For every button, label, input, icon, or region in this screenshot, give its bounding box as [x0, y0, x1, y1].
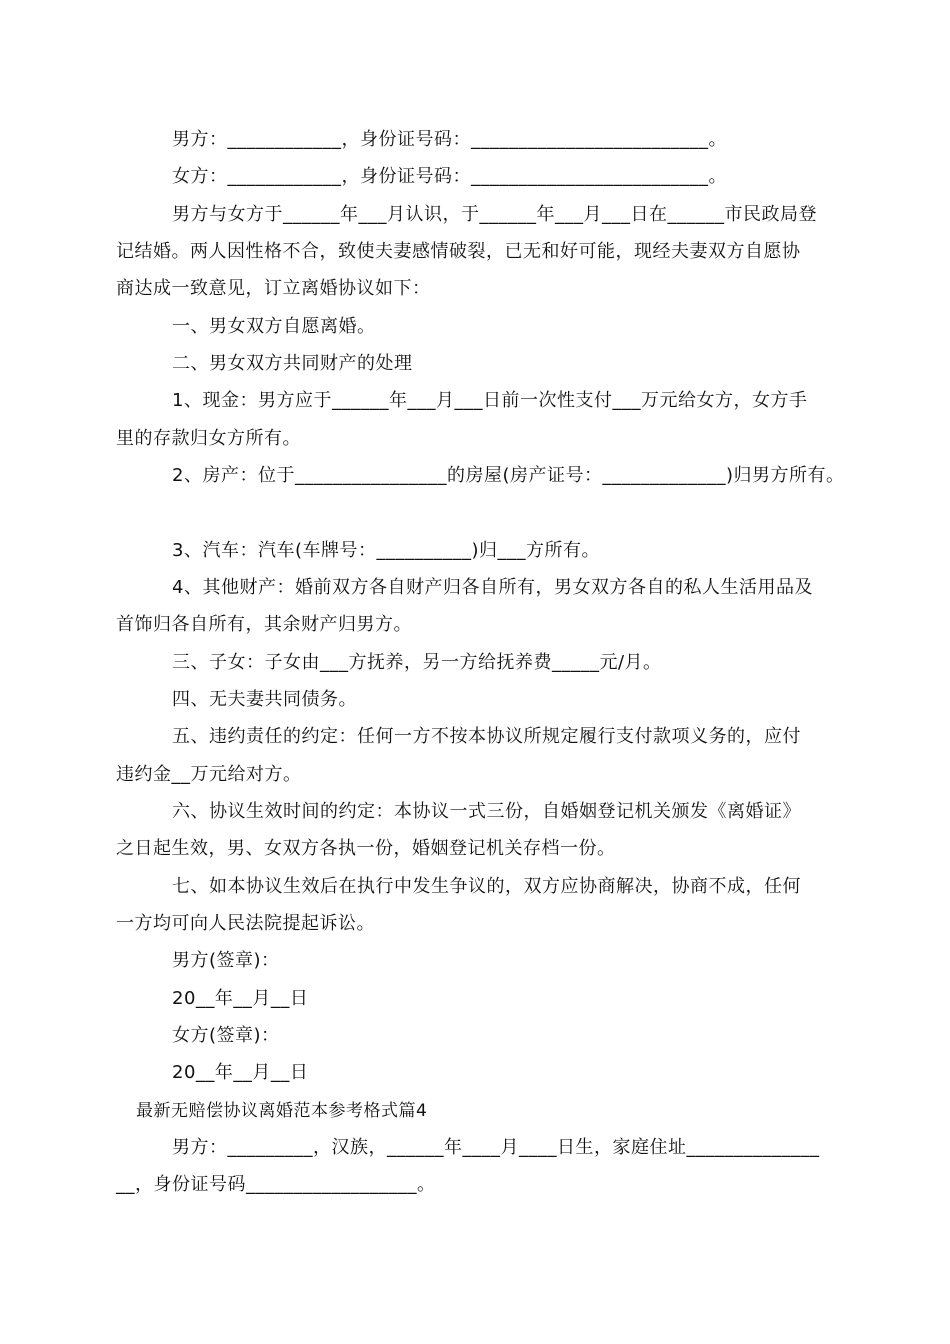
other-property-line-2: 首饰归各自所有，其余财产归男方。: [116, 614, 412, 635]
section-title: 最新无赔偿协议离婚范本参考格式篇4: [136, 1101, 428, 1121]
cash-line-2: 里的存款归女方所有。: [116, 428, 301, 449]
dispute-line-2: 一方均可向人民法院提起诉讼。: [116, 913, 375, 934]
male-party-line: 男方：____________，身份证号码：_________________________。: [172, 129, 727, 150]
intro-line-1: 男方与女方于______年___月认识，于______年___月___日在______市民政局登: [172, 204, 817, 225]
effective-line-1: 六、协议生效时间的约定：本协议一式三份，自婚姻登记机关颁发《离婚证》: [172, 801, 801, 822]
property-line: 2、房产：位于________________的房屋(房产证号：_____________)归男方所有。: [172, 465, 845, 486]
female-sign-date: 20__年__月__日: [172, 1062, 309, 1083]
debt-clause: 四、无夫妻共同债务。: [172, 689, 357, 710]
other-property-line-1: 4、其他财产：婚前双方各自财产归各自所有，男女双方各自的私人生活用品及: [172, 577, 813, 598]
cash-line-1: 1、现金：男方应于______年___月___日前一次性支付___万元给女方，女方手: [172, 390, 808, 411]
clause-2-heading: 二、男女双方共同财产的处理: [172, 353, 413, 374]
male-sign-date: 20__年__月__日: [172, 988, 309, 1009]
new-male-party-line-2: __，身份证号码__________________。: [116, 1174, 436, 1195]
breach-line-2: 违约金__万元给对方。: [116, 764, 302, 785]
car-line: 3、汽车：汽车(车牌号：__________)归___方所有。: [172, 540, 600, 561]
female-signature: 女方(签章)：: [172, 1025, 280, 1046]
intro-line-3: 商达成一致意见，订立离婚协议如下：: [116, 278, 431, 299]
children-clause: 三、子女：子女由___方抚养，另一方给抚养费_____元/月。: [172, 652, 662, 673]
effective-line-2: 之日起生效，男、女双方各执一份，婚姻登记机关存档一份。: [116, 838, 616, 859]
intro-line-2: 记结婚。两人因性格不合，致使夫妻感情破裂，已无和好可能，现经夫妻双方自愿协: [116, 241, 801, 262]
new-male-party-line-1: 男方：_________，汉族，______年____月____日生，家庭住址______________: [172, 1137, 820, 1158]
dispute-line-1: 七、如本协议生效后在执行中发生争议的，双方应协商解决，协商不成，任何: [172, 876, 801, 897]
clause-1: 一、男女双方自愿离婚。: [172, 316, 376, 337]
breach-line-1: 五、违约责任的约定：任何一方不按本协议所规定履行支付款项义务的，应付: [172, 726, 801, 747]
male-signature: 男方(签章)：: [172, 950, 280, 971]
female-party-line: 女方：____________，身份证号码：_________________________。: [172, 166, 727, 187]
